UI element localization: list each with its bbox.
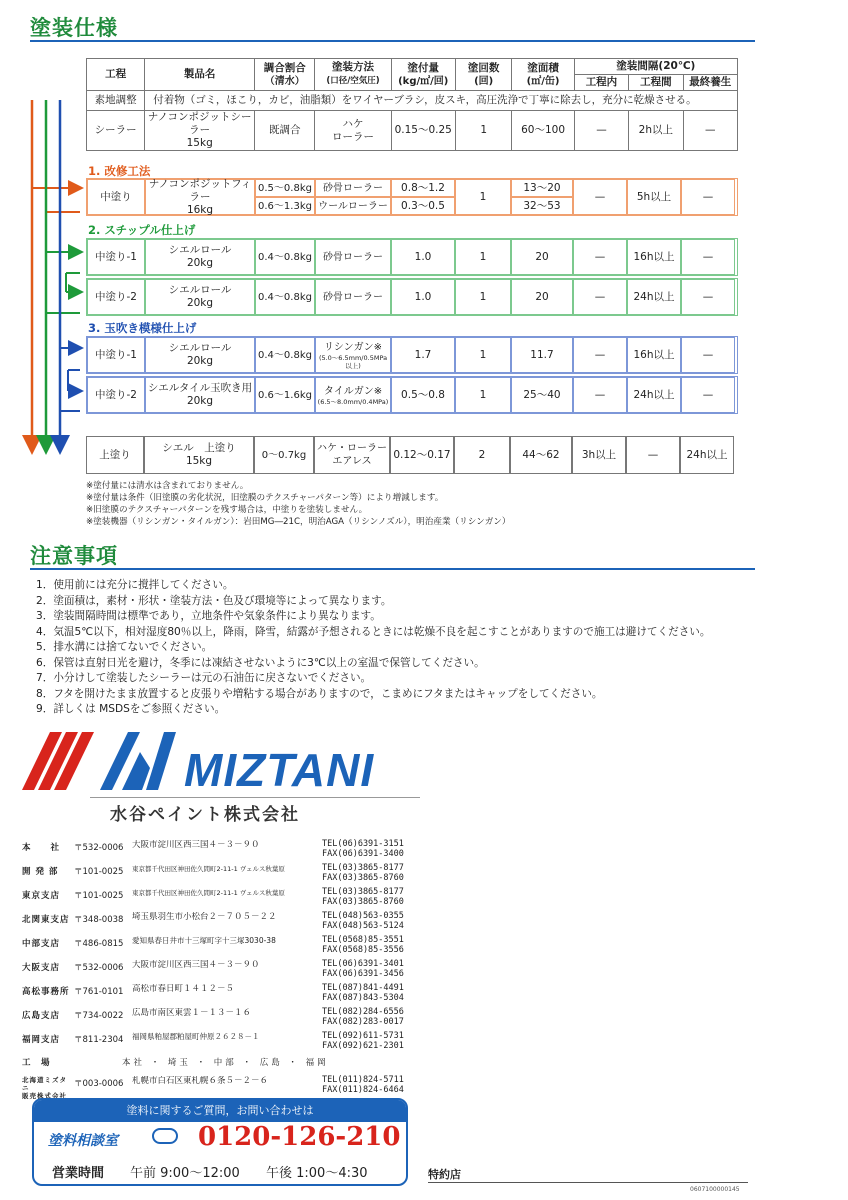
- sealer-process: シーラー: [87, 111, 145, 151]
- g2r1-int-c: —: [681, 239, 735, 275]
- group2-row-1: [86, 238, 738, 276]
- caution-list: [36, 578, 756, 718]
- hours-am: 午前 9:00～12:00: [130, 1166, 240, 1181]
- caution-item: 6．保管は直射日光を避け，冬季には凍結させないように3℃以上の室温で保管してください。: [36, 656, 485, 669]
- g3r2-mix: 0.6～1.6kg: [255, 377, 315, 413]
- col-area: 塗面積 (㎡/缶): [512, 59, 574, 91]
- group3-title: 3. 玉吹き模様仕上げ: [88, 321, 197, 335]
- office-row: 北関東支店 〒348-0038 埼玉県羽生市小松台２－７０５－２２ TEL(048)563-0355 FAX(048)563-5124: [22, 911, 404, 931]
- office-row: 福岡支店 〒811-2304 福岡県粕屋郡粕屋町仲原２６２８－１ TEL(092)611-5731 FAX(092)621-2301: [22, 1031, 404, 1051]
- note-item: ※塗付量は条件（旧塗膜の劣化状況，旧塗膜のテクスチャーパターン等）により増減します。: [86, 493, 444, 503]
- sealer-mix: 既調合: [255, 111, 315, 151]
- sealer-int-b: 2h以上: [629, 111, 683, 151]
- col-interval-b: 工程間: [629, 75, 683, 91]
- g1-amount1: 0.8～1.2: [391, 179, 455, 197]
- g2r2-method: 砂骨ローラー: [315, 279, 391, 315]
- g3r2-int-c: —: [681, 377, 735, 413]
- g3r2-int-a: —: [573, 377, 627, 413]
- miztani-logo: [22, 728, 422, 798]
- office-row: 高松事務所 〒761-0101 高松市春日町１４１２－５ TEL(087)841-4491 FAX(087)843-5304: [22, 983, 404, 1003]
- dealer-line: [428, 1182, 748, 1183]
- g3r2-coats: 1: [455, 377, 511, 413]
- g3r1-product: シエルロール 20kg: [145, 337, 255, 373]
- sealer-product: ナノコンポジットシーラー 15kg: [145, 111, 255, 151]
- g3r2-process: 中塗り-2: [87, 377, 145, 413]
- g1-amount2: 0.3～0.5: [391, 197, 455, 215]
- top-int-c: 24h以上: [680, 436, 734, 474]
- group1-row: [86, 178, 738, 216]
- g1-method2: ウールローラー: [315, 197, 391, 215]
- col-mix: 調合割合 （清水）: [255, 59, 315, 91]
- logo-text: MIZTANI: [184, 744, 375, 796]
- note-item: ※旧塗膜のテクスチャーパターンを残す場合は，中塗りを塗装しません。: [86, 505, 368, 515]
- g2r1-int-a: —: [573, 239, 627, 275]
- g2r2-mix: 0.4～0.8kg: [255, 279, 315, 315]
- g3r1-mix: 0.4～0.8kg: [255, 337, 315, 373]
- g2r2-product: シエルロール 20kg: [145, 279, 255, 315]
- top-amount: 0.12～0.17: [390, 436, 454, 474]
- g1-coats: 1: [455, 179, 511, 215]
- office-row: 中部支店 〒486-0815 愛知県春日井市十三塚町字十三塚3030-38 TEL(0568)85-3551 FAX(0568)85-3556: [22, 935, 404, 955]
- col-interval: 塗装間隔(20℃): [574, 59, 737, 75]
- g3r2-product: シエルタイル玉吹き用 20kg: [145, 377, 255, 413]
- g2r1-process: 中塗り-1: [87, 239, 145, 275]
- group2-title: 2. スチップル仕上げ: [88, 223, 196, 237]
- g2r1-int-b: 16h以上: [627, 239, 681, 275]
- caution-item: 7．小分けして塗装したシーラーは元の石油缶に戻さないでください。: [36, 672, 372, 684]
- contact-label: 塗料相談室: [48, 1133, 118, 1149]
- g2r1-mix: 0.4～0.8kg: [255, 239, 315, 275]
- g3r1-coats: 1: [455, 337, 511, 373]
- flow-arrows: [20, 95, 90, 460]
- g2r2-area: 20: [511, 279, 573, 315]
- dealer-label: 特約店: [428, 1168, 461, 1181]
- spec-title: 塗装仕様: [30, 16, 118, 40]
- caution-item: 2．塗面積は，素材・形状・塗装方法・色及び環境等によって異なります。: [36, 594, 392, 607]
- company-divider: [90, 797, 420, 798]
- top-product: シエル 上塗り 15kg: [144, 436, 254, 474]
- g3r2-area: 25～40: [511, 377, 573, 413]
- sealer-area: 60～100: [512, 111, 574, 151]
- g2r1-amount: 1.0: [391, 239, 455, 275]
- doc-code: 0607100000145: [690, 1186, 740, 1193]
- caution-item: 5．排水溝には捨てないでください。: [36, 641, 213, 653]
- notes: [86, 480, 511, 528]
- col-interval-a: 工程内: [574, 75, 628, 91]
- spec-table-header: [86, 58, 738, 151]
- caution-item: 4．気温5℃以下，相対湿度80％以上，降雨，降雪，結露が予想されるときには乾燥不良を起こすことがありますので施工は避けてください。: [36, 625, 711, 638]
- sealer-method: ハケ ローラー: [315, 111, 391, 151]
- g2r2-int-a: —: [573, 279, 627, 315]
- g2r2-int-c: —: [681, 279, 735, 315]
- top-int-a: 3h以上: [572, 436, 626, 474]
- g3r1-int-a: —: [573, 337, 627, 373]
- col-interval-c: 最終養生: [683, 75, 737, 91]
- top-area: 44～62: [510, 436, 572, 474]
- group2-row-2: [86, 278, 738, 316]
- caution-item: 9．詳しくは MSDSをご参照ください。: [36, 703, 226, 715]
- sealer-int-a: —: [574, 111, 628, 151]
- g1-mix1: 0.5～0.8kg: [255, 179, 315, 197]
- g2r2-amount: 1.0: [391, 279, 455, 315]
- office-row: 本 社 〒532-0006 大阪市淀川区西三国４－３－９０ TEL(06)6391-3151 FAX(06)6391-3400: [22, 839, 404, 859]
- group1-title: 1. 改修工法: [88, 164, 151, 178]
- office-row: 大阪支店 〒532-0006 大阪市淀川区西三国４－３－９０ TEL(06)6391-3401 FAX(06)6391-3456: [22, 959, 404, 979]
- g3r1-amount: 1.7: [391, 337, 455, 373]
- g1-product: ナノコンポジットフィラー 16kg: [145, 179, 255, 215]
- prep-label: 素地調整: [87, 91, 145, 111]
- top-int-b: —: [626, 436, 680, 474]
- group3-row-2: [86, 376, 738, 414]
- col-coats: 塗回数 (回): [455, 59, 511, 91]
- g2r1-coats: 1: [455, 239, 511, 275]
- group3-row-1: [86, 336, 738, 374]
- g3r1-area: 11.7: [511, 337, 573, 373]
- contact-phone[interactable]: 0120-126-210: [198, 1122, 401, 1152]
- g1-area2: 32～53: [511, 197, 573, 215]
- caution-item: 3．塗装間隔時間は標準であり，立地条件や気象条件により異なります。: [36, 610, 381, 622]
- caution-item: 8．フタを開けたまま放置すると皮張りや増粘する場合がありますので，こまめにフタまたはキャップをしてください。: [36, 687, 603, 700]
- top-mix: 0～0.7kg: [254, 436, 314, 474]
- title-rule: [30, 40, 755, 42]
- sealer-coats: 1: [455, 111, 511, 151]
- office-row: 広島支店 〒734-0022 広島市南区東雲１－１３－１６ TEL(082)284-6556 FAX(082)283-0017: [22, 1007, 404, 1027]
- sealer-amount: 0.15～0.25: [391, 111, 455, 151]
- note-item: ※塗付量には清水は含まれておりません。: [86, 481, 249, 491]
- g3r1-int-c: —: [681, 337, 735, 373]
- top-coats: 2: [454, 436, 510, 474]
- note-item: ※塗装機器（リシンガン・タイルガン）：岩田MG―21C，明治AGA（リシンノズル），明治産業（リシンガン）: [86, 517, 511, 527]
- g1-int-a: —: [573, 179, 627, 215]
- g2r2-coats: 1: [455, 279, 511, 315]
- free-dial-icon: [152, 1128, 178, 1144]
- col-process: 工程: [87, 59, 145, 91]
- col-method: 塗装方法 (口径/空気圧): [315, 59, 391, 91]
- g2r1-area: 20: [511, 239, 573, 275]
- g2r1-method: 砂骨ローラー: [315, 239, 391, 275]
- hokkaido-row: 北海道ミズタニ 販売株式会社〒003-0006 札幌市白石区東札幌６条５－２－６ TEL(011)824-5711 FAX(011)824-6464: [22, 1075, 404, 1100]
- office-row: 東京支店 〒101-0025 東京都千代田区神田佐久間町2-11-1 ヴェルス秋葉原 TEL(03)3865-8177 FAX(03)3865-8760: [22, 887, 404, 907]
- caution-title: 注意事項: [30, 544, 118, 568]
- g3r2-method: タイルガン※ (6.5～8.0mm/0.4MPa): [315, 377, 391, 413]
- top-process: 上塗り: [86, 436, 144, 474]
- contact-header: 塗料に関するご質問，お問い合わせは: [34, 1100, 406, 1122]
- office-row: 開 発 部 〒101-0025 東京都千代田区神田佐久間町2-11-1 ヴェルス秋葉原 TEL(03)3865-8177 FAX(03)3865-8760: [22, 863, 404, 883]
- g2r2-process: 中塗り-2: [87, 279, 145, 315]
- topcoat-row: [86, 436, 738, 474]
- g1-mix2: 0.6～1.3kg: [255, 197, 315, 215]
- g1-area1: 13～20: [511, 179, 573, 197]
- prep-text: 付着物（ゴミ，ほこり，カビ，油脂類）をワイヤーブラシ，皮スキ，高圧洗浄で丁寧に除去し，充分に乾燥させる。: [145, 91, 738, 111]
- g3r1-int-b: 16h以上: [627, 337, 681, 373]
- g1-process: 中塗り: [87, 179, 145, 215]
- g2r2-int-b: 24h以上: [627, 279, 681, 315]
- hours-pm: 午後 1:00～4:30: [266, 1166, 368, 1181]
- company-name: 水谷ペイント株式会社: [110, 805, 300, 825]
- g2r1-product: シエルロール 20kg: [145, 239, 255, 275]
- caution-rule: [30, 568, 755, 570]
- contact-box: [32, 1098, 408, 1186]
- g3r2-int-b: 24h以上: [627, 377, 681, 413]
- hours-label: 営業時間: [52, 1166, 105, 1181]
- col-product: 製品名: [145, 59, 255, 91]
- col-amount: 塗付量 (kg/㎡/回): [391, 59, 455, 91]
- caution-item: 1．使用前には充分に撹拌してください。: [36, 579, 234, 591]
- g3r2-amount: 0.5～0.8: [391, 377, 455, 413]
- factory-row: 工 場 本社 ・ 埼玉 ・ 中部 ・ 広島 ・ 福岡: [22, 1058, 329, 1068]
- g1-method1: 砂骨ローラー: [315, 179, 391, 197]
- top-method: ハケ・ローラー エアレス: [314, 436, 390, 474]
- sealer-int-c: —: [683, 111, 737, 151]
- g1-int-c: —: [681, 179, 735, 215]
- g3r1-process: 中塗り-1: [87, 337, 145, 373]
- g1-int-b: 5h以上: [627, 179, 681, 215]
- g3r1-method: リシンガン※ (5.0～6.5mm/0.5MPa以上): [315, 337, 391, 373]
